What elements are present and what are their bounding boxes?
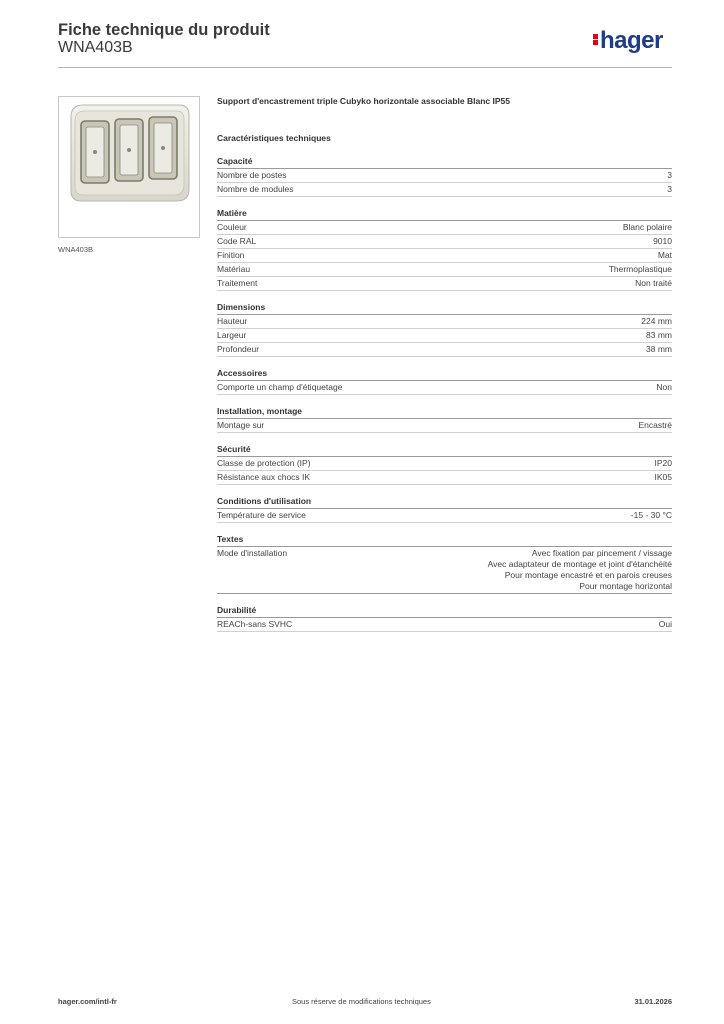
spec-section — [217, 156, 672, 197]
spec-label: Matériau — [217, 264, 251, 274]
spec-value: 38 mm — [646, 344, 672, 354]
spec-label: Largeur — [217, 330, 247, 340]
footer-website: hager.com/intl-fr — [58, 997, 117, 1006]
section-title: Textes — [217, 534, 672, 547]
spec-row — [217, 235, 672, 249]
spec-section — [217, 368, 672, 395]
section-title: Sécurité — [217, 444, 672, 457]
spec-value-line: Pour montage encastré et en parois creuses — [504, 570, 672, 580]
tech-heading: Caractéristiques techniques — [217, 133, 331, 143]
spec-row — [217, 547, 672, 594]
spec-section — [217, 496, 672, 523]
spec-section — [217, 444, 672, 485]
wall-box-triple-icon — [59, 97, 199, 237]
spec-row — [217, 183, 672, 197]
spec-value: 83 mm — [646, 330, 672, 340]
spec-value-line: Avec adaptateur de montage et joint d'étanchéité — [487, 559, 672, 569]
spec-row — [217, 277, 672, 291]
spec-value: Encastré — [638, 420, 672, 430]
spec-label: Résistance aux chocs IK — [217, 472, 311, 482]
section-title: Matière — [217, 208, 672, 221]
spec-label: Montage sur — [217, 420, 265, 430]
spec-label: Traitement — [217, 278, 258, 288]
section-title: Conditions d'utilisation — [217, 496, 672, 509]
spec-section — [217, 406, 672, 433]
spec-value: 224 mm — [641, 316, 672, 326]
spec-label: Hauteur — [217, 316, 248, 326]
spec-row — [217, 457, 672, 471]
spec-row — [217, 471, 672, 485]
spec-label: REACh-sans SVHC — [217, 619, 293, 629]
footer-date: 31.01.2026 — [634, 997, 672, 1006]
spec-label: Profondeur — [217, 344, 260, 354]
spec-value: 3 — [667, 170, 672, 180]
logo-text: hager — [600, 27, 663, 54]
footer-notice: Sous réserve de modifications techniques — [292, 997, 431, 1006]
spec-section — [217, 302, 672, 357]
spec-value: Non traité — [635, 278, 672, 288]
spec-label: Classe de protection (IP) — [217, 458, 311, 468]
header-divider — [58, 67, 672, 68]
spec-row — [217, 381, 672, 395]
spec-row — [217, 509, 672, 523]
spec-row — [217, 315, 672, 329]
section-title: Capacité — [217, 156, 672, 169]
spec-label: Température de service — [217, 510, 306, 520]
spec-value: 9010 — [653, 236, 672, 246]
spec-label: Comporte un champ d'étiquetage — [217, 382, 343, 392]
spec-content — [217, 96, 672, 643]
spec-row — [217, 249, 672, 263]
spec-value — [488, 548, 672, 592]
spec-section — [217, 605, 672, 632]
hager-logo — [593, 27, 663, 55]
photo-caption: WNA403B — [58, 245, 94, 254]
product-code: WNA403B — [58, 39, 133, 56]
section-title: Installation, montage — [217, 406, 672, 419]
spec-row — [217, 329, 672, 343]
spec-row — [217, 419, 672, 433]
spec-label: Mode d'installation — [217, 548, 288, 558]
spec-value: 3 — [667, 184, 672, 194]
spec-label: Nombre de modules — [217, 184, 294, 194]
spec-value: Non — [656, 382, 672, 392]
spec-label: Couleur — [217, 222, 247, 232]
section-title: Durabilité — [217, 605, 672, 618]
spec-value: IP20 — [654, 458, 672, 468]
spec-section — [217, 208, 672, 291]
spec-value-line: Pour montage horizontal — [579, 581, 672, 591]
spec-label: Nombre de postes — [217, 170, 287, 180]
spec-value: -15 - 30 °C — [630, 510, 672, 520]
spec-row — [217, 343, 672, 357]
spec-row — [217, 618, 672, 632]
product-photo — [58, 96, 200, 238]
document-title: Fiche technique du produit — [58, 21, 270, 39]
spec-value: IK05 — [654, 472, 672, 482]
spec-label: Finition — [217, 250, 245, 260]
spec-value: Mat — [657, 250, 672, 260]
spec-label: Code RAL — [217, 236, 257, 246]
spec-sections — [217, 156, 672, 632]
spec-value-line: Avec fixation par pincement / vissage — [531, 548, 672, 558]
section-title: Accessoires — [217, 368, 672, 381]
spec-row — [217, 221, 672, 235]
section-title: Dimensions — [217, 302, 672, 315]
spec-value: Thermoplastique — [608, 264, 672, 274]
product-description: Support d'encastrement triple Cubyko horizontale associable Blanc IP55 — [217, 96, 510, 106]
spec-section — [217, 534, 672, 594]
spec-row — [217, 263, 672, 277]
spec-value: Oui — [658, 619, 672, 629]
spec-value: Blanc polaire — [622, 222, 672, 232]
spec-row — [217, 169, 672, 183]
logo-dots-icon — [593, 33, 599, 47]
